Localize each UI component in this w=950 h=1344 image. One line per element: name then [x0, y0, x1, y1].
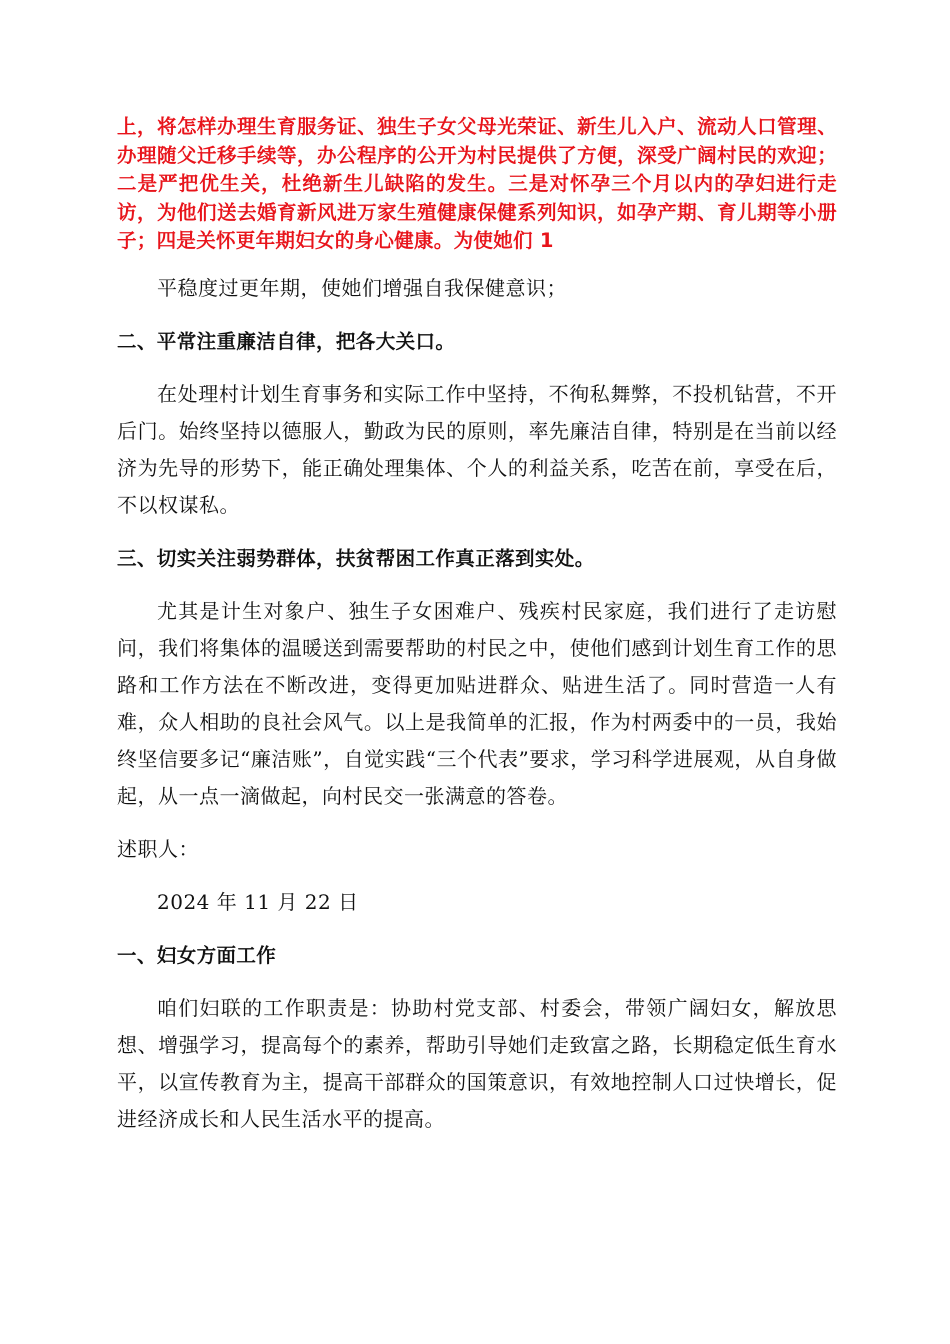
- section-heading-vulnerable-groups: 三、切实关注弱势群体，扶贫帮困工作真正落到实处。: [117, 546, 595, 570]
- paragraph-menopause: 平稳度过更年期，使她们增强自我保健意识；: [157, 275, 567, 300]
- paragraph-women-work: 咱们妇联的工作职责是：协助村党支部、村委会，带领广阔妇女，解放思想、增强学习，提高每个的素养，帮助引导她们走致富之路，长期稳定低生育水平，以宣传教育为主，提高干部群众的国策意识，有效地控制人口过快增长，促进经济成长和人民生活水平的提高。: [117, 995, 837, 1131]
- document-page: [117, 113, 837, 1154]
- report-date: 2024 年 11 月 22 日: [157, 889, 359, 914]
- paragraph-integrity: 在处理村计划生育事务和实际工作中坚持，不徇私舞弊，不投机钻营，不开后门。始终坚持以德服人，勤政为民的原则，率先廉洁自律，特别是在当前以经济为先导的形势下，能正确处理集体、个人的利益关系，吃苦在前，享受在后，不以权谋私。: [117, 381, 837, 517]
- section-heading-integrity: 二、平常注重廉洁自律，把各大关口。: [117, 329, 456, 353]
- highlighted-intro-text: 上，将怎样办理生育服务证、独生子女父母光荣证、新生儿入户、流动人口管理、办理随父迁移手续等，办公程序的公开为村民提供了方便，深受广阔村民的欢迎；二是严把优生关，杜绝新生儿缺陷的发生。三是对怀孕三个月以内的孕妇进行走访，为他们送去婚育新风进万家生殖健康保健系列知识，如孕产期、育儿期等小册子；四是关怀更年期妇女的身心健康。为使她们 1: [117, 115, 837, 252]
- signature-label: 述职人：: [117, 836, 199, 861]
- section-heading-women-work: 一、妇女方面工作: [117, 943, 277, 967]
- paragraph-vulnerable-groups: 尤其是计生对象户、独生子女困难户、残疾村民家庭，我们进行了走访慰问，我们将集体的温暖送到需要帮助的村民之中，使他们感到计划生育工作的思路和工作方法在不断改进，变得更加贴进群众、贴进生活了。同时营造一人有难，众人相助的良社会风气。以上是我简单的汇报，作为村两委中的一员，我始终坚信要多记“廉洁账”，自觉实践“三个代表”要求，学习科学进展观，从自身做起，从一点一滴做起，向村民交一张满意的答卷。: [117, 598, 837, 808]
